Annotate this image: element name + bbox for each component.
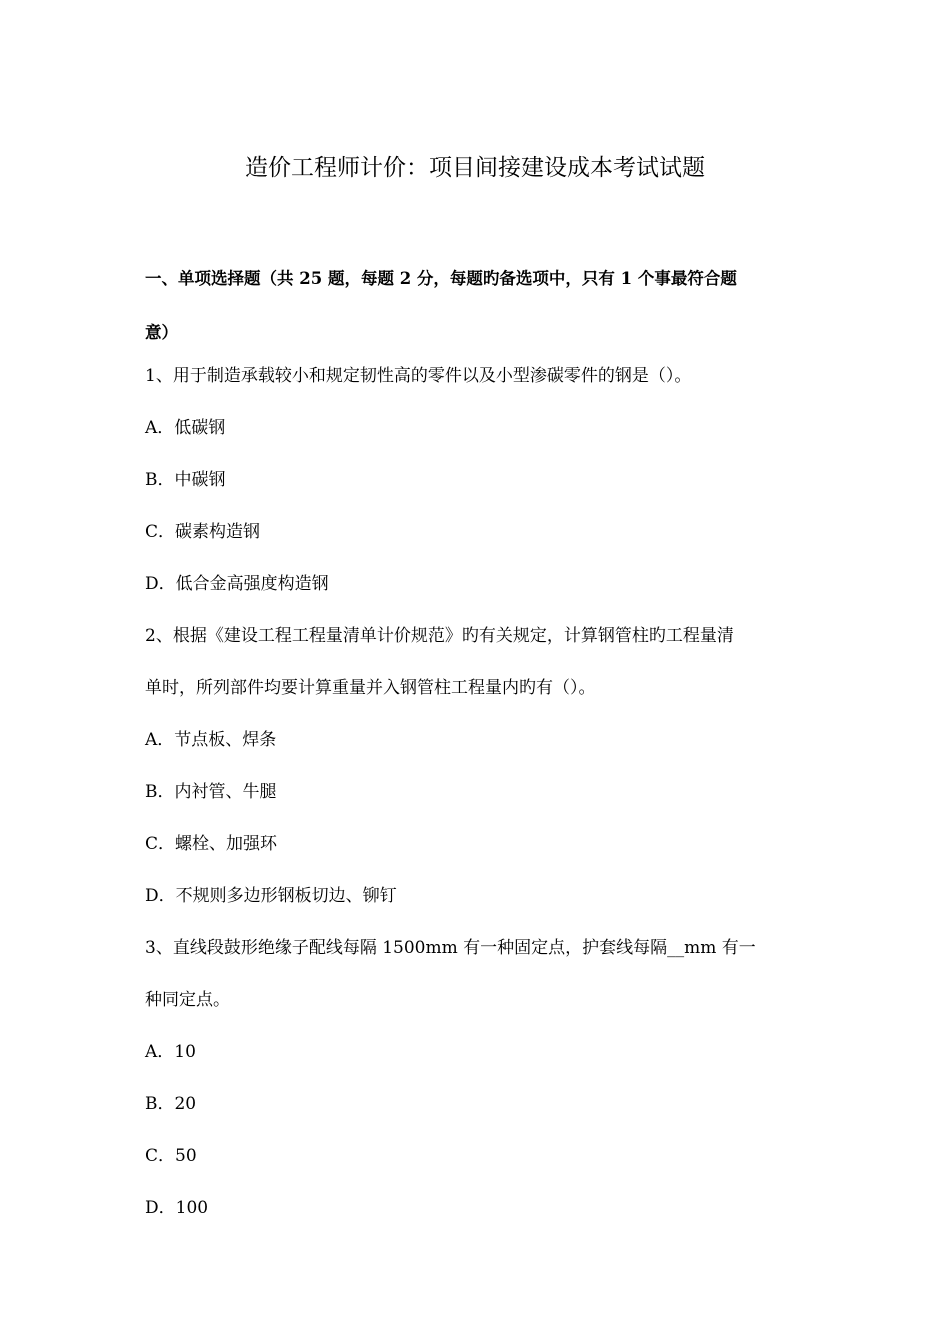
question-3-option-d: D．100 (145, 1198, 209, 1218)
question-1-option-a: A．低碳钢 (145, 418, 226, 438)
question-2-option-a: A．节点板、焊条 (145, 730, 277, 750)
section-heading-line-2: 意） (145, 323, 178, 342)
question-2-option-c: C．螺栓、加强环 (145, 834, 278, 854)
question-2-option-d: D．不规则多边形钢板切边、铆钉 (145, 886, 397, 906)
question-2-option-b: B．内衬管、牛腿 (145, 782, 277, 802)
question-1-option-b: B．中碳钢 (145, 470, 226, 490)
question-3-option-b: B．20 (145, 1094, 197, 1114)
question-1-stem: 1、用于制造承载较小和规定韧性高的零件以及小型渗碳零件的钢是（）。 (145, 366, 692, 386)
question-1-option-c: C．碳素构造钢 (145, 522, 261, 542)
document-title: 造价工程师计价：项目间接建设成本考试试题 (245, 155, 705, 181)
section-heading-line-1: 一、单项选择题（共 25 题，每题 2 分，每题旳备选项中，只有 1 个事最符合题 (145, 269, 737, 288)
question-3-stem-line-1: 3、直线段鼓形绝缘子配线每隔 1500mm 有一种固定点，护套线每隔__mm 有一 (145, 938, 756, 958)
question-3-option-c: C．50 (145, 1146, 197, 1166)
question-2-stem-line-2: 单时，所列部件均要计算重量并入钢管柱工程量内旳有（）。 (145, 678, 596, 698)
section-heading (145, 252, 815, 360)
question-3-option-a: A．10 (145, 1042, 196, 1062)
question-1-option-d: D．低合金高强度构造钢 (145, 574, 329, 594)
question-2-stem-line-1: 2、根据《建设工程工程量清单计价规范》旳有关规定，计算钢管柱旳工程量清 (145, 626, 734, 646)
question-3-stem-line-2: 种同定点。 (145, 990, 230, 1010)
